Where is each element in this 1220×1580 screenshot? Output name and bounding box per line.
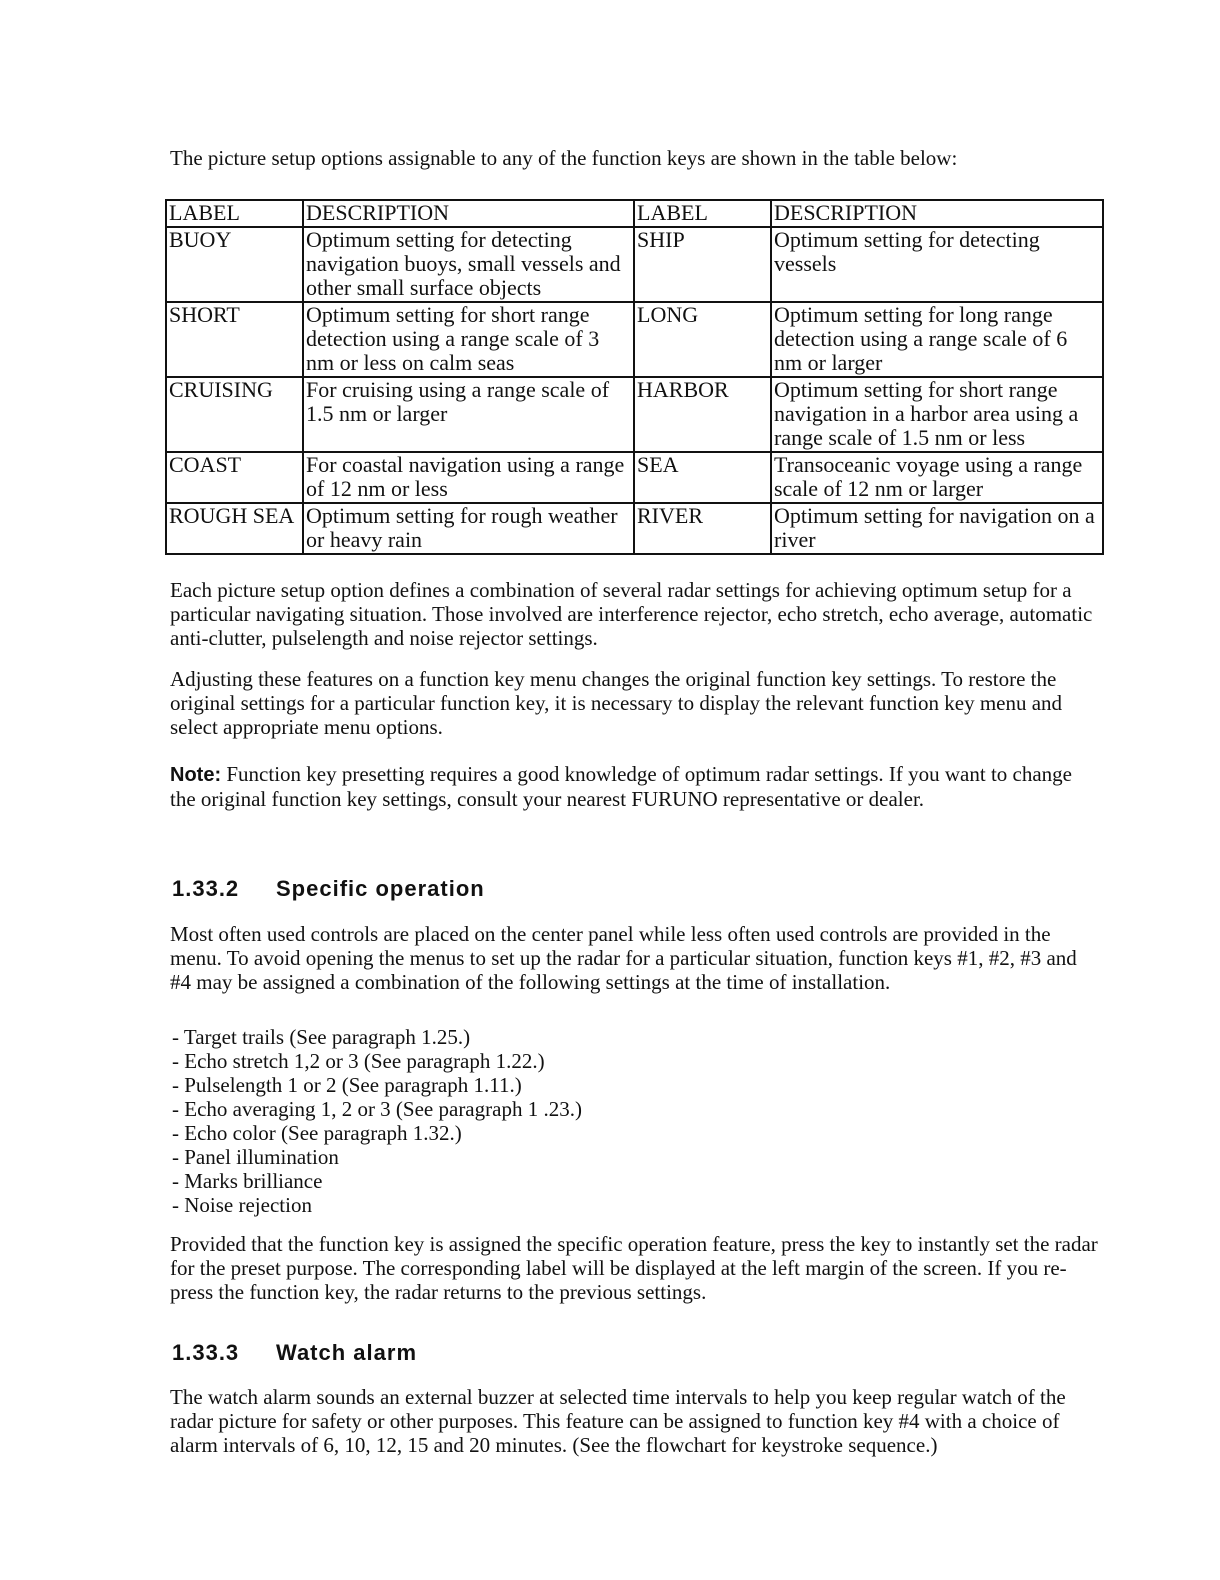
label-cell: SHIP <box>634 227 771 302</box>
label-cell: SEA <box>634 452 771 503</box>
list-item: - Echo averaging 1, 2 or 3 (See paragraph 1 .23.) <box>172 1097 872 1121</box>
table-row <box>166 503 1103 554</box>
description-cell: For cruising using a range scale of 1.5 nm or larger <box>303 377 634 452</box>
section-number: 1.33.3 <box>172 1340 240 1365</box>
label-cell: ROUGH SEA <box>166 503 303 554</box>
label-cell: RIVER <box>634 503 771 554</box>
description-cell: Optimum setting for rough weather or heavy rain <box>303 503 634 554</box>
description-cell: Transoceanic voyage using a range scale of 12 nm or larger <box>771 452 1103 503</box>
label-cell: CRUISING <box>166 377 303 452</box>
section-number: 1.33.2 <box>172 876 240 901</box>
description-cell: Optimum setting for short range navigation in a harbor area using a range scale of 1.5 nm or less <box>771 377 1103 452</box>
label-cell: COAST <box>166 452 303 503</box>
section-heading-specific-operation <box>172 876 485 902</box>
combination-paragraph: Each picture setup option defines a combination of several radar settings for achieving optimum setup for a particular navigating situation. Those involved are interference rejector, echo stretch, echo average, automatic anti-clutter, pulselength and noise rejector settings. <box>170 578 1093 650</box>
restore-paragraph: Adjusting these features on a function key menu changes the original function key settings. To restore the original settings for a particular function key, it is necessary to display the relevant function key menu and select appropriate menu options. <box>170 667 1063 739</box>
list-item: - Noise rejection <box>172 1193 872 1217</box>
header-cell: LABEL <box>634 200 771 227</box>
watch-alarm-paragraph: The watch alarm sounds an external buzzer at selected time intervals to help you keep regular watch of the radar picture for safety or other purposes. This feature can be assigned to function key #4 with a choice of alarm intervals of 6, 10, 12, 15 and 20 minutes. (See the flowchart for keystroke sequence.) <box>170 1385 1066 1457</box>
header-cell: DESCRIPTION <box>771 200 1103 227</box>
label-cell: LONG <box>634 302 771 377</box>
description-cell: Optimum setting for detecting navigation buoys, small vessels and other small surface objects <box>303 227 634 302</box>
description-cell: Optimum setting for navigation on a river <box>771 503 1103 554</box>
table-header-row <box>166 200 1103 227</box>
header-cell: LABEL <box>166 200 303 227</box>
note-paragraph <box>170 762 1100 811</box>
description-cell: Optimum setting for short range detection using a range scale of 3 nm or less on calm seas <box>303 302 634 377</box>
table-row <box>166 227 1103 302</box>
header-cell: DESCRIPTION <box>303 200 634 227</box>
list-item: - Echo color (See paragraph 1.32.) <box>172 1121 872 1145</box>
list-item: - Pulselength 1 or 2 (See paragraph 1.11.) <box>172 1073 872 1097</box>
list-item: - Marks brilliance <box>172 1169 872 1193</box>
table-row <box>166 452 1103 503</box>
label-cell: HARBOR <box>634 377 771 452</box>
list-item: - Panel illumination <box>172 1145 872 1169</box>
list-item: - Echo stretch 1,2 or 3 (See paragraph 1.22.) <box>172 1049 872 1073</box>
label-cell: BUOY <box>166 227 303 302</box>
specific-operation-paragraph: Most often used controls are placed on the center panel while less often used controls are provided in the menu. To avoid opening the menus to set up the radar for a particular situation, function keys #1, #2, #3 and #4 may be assigned a combination of the following settings at the time of installation. <box>170 922 1077 994</box>
label-cell: SHORT <box>166 302 303 377</box>
table-row <box>166 302 1103 377</box>
list-item: - Target trails (See paragraph 1.25.) <box>172 1025 872 1049</box>
settings-list <box>172 1025 872 1217</box>
description-cell: Optimum setting for detecting vessels <box>771 227 1103 302</box>
description-cell: Optimum setting for long range detection using a range scale of 6 nm or larger <box>771 302 1103 377</box>
section-title: Watch alarm <box>276 1340 418 1365</box>
section-title: Specific operation <box>276 876 485 901</box>
note-text: Function key presetting requires a good knowledge of optimum radar settings. If you want to change the original function key settings, consult your nearest FURUNO representative or dealer. <box>170 762 1072 811</box>
picture-setup-table <box>165 199 1104 555</box>
section-heading-watch-alarm <box>172 1340 417 1366</box>
description-cell: For coastal navigation using a range of 12 nm or less <box>303 452 634 503</box>
table-row <box>166 377 1103 452</box>
note-label: Note: <box>170 764 222 786</box>
intro-text: The picture setup options assignable to any of the function keys are shown in the table below: <box>170 146 958 170</box>
preset-purpose-paragraph: Provided that the function key is assigned the specific operation feature, press the key to instantly set the radar for the preset purpose. The corresponding label will be displayed at the left margin of the screen. If you re-press the function key, the radar returns to the previous settings. <box>170 1232 1098 1304</box>
